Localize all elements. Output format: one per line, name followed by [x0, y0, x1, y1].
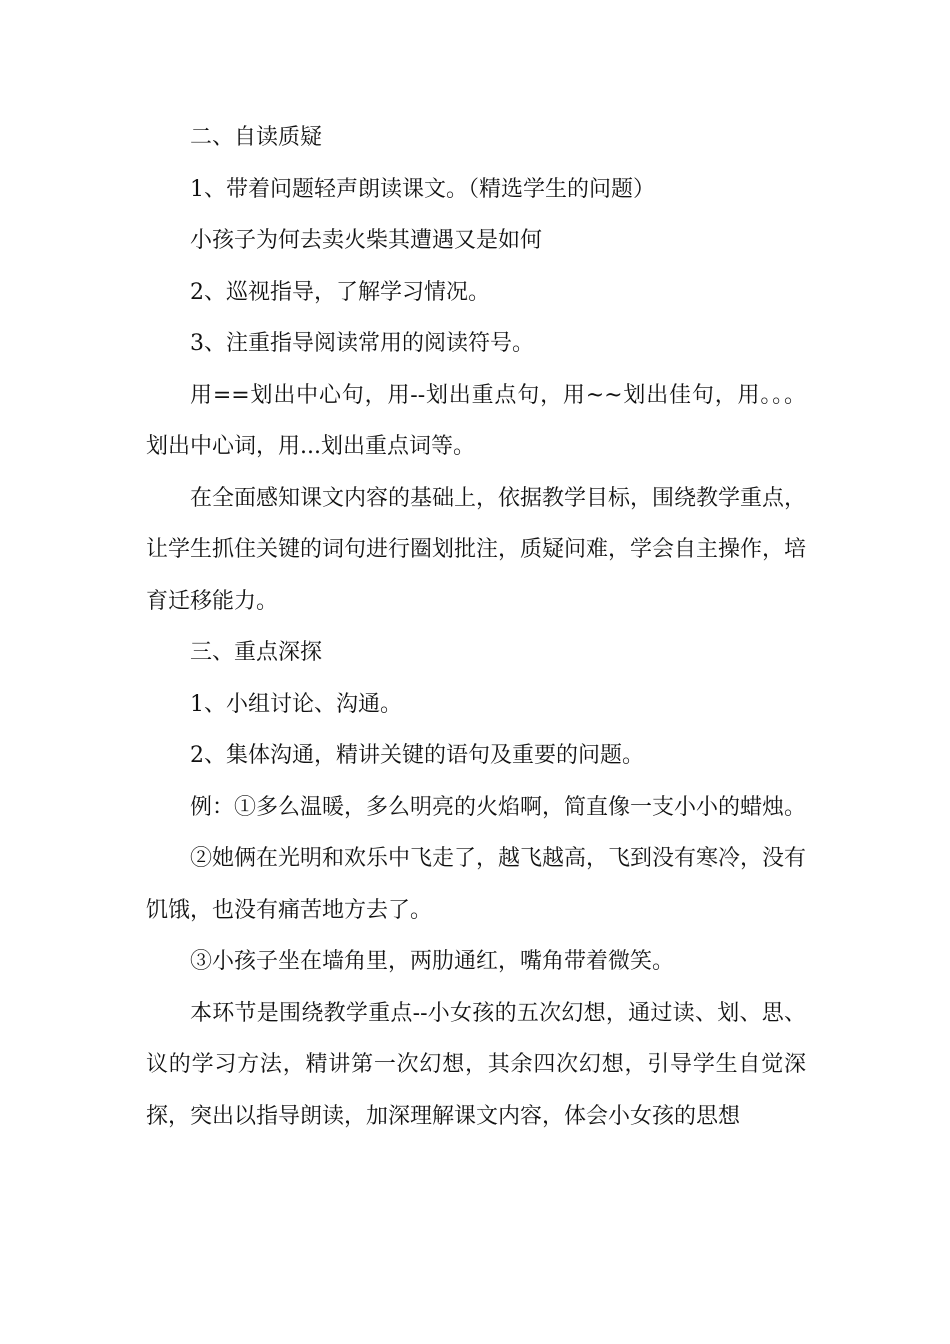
paragraph: 2、集体沟通，精讲关键的语句及重要的问题。 [190, 743, 644, 768]
paragraph: ②她俩在光明和欢乐中飞走了，越飞越高，飞到没有寒冷，没有饥饿，也没有痛苦地方去了。 [146, 846, 807, 923]
paragraph: 本环节是围绕教学重点--小女孩的五次幻想，通过读、划、思、议的学习方法，精讲第一次幻想，其余四次幻想，引导学生自觉深探，突出以指导朗读，加深理解课文内容，体会小女孩的思想 [146, 1000, 806, 1129]
paragraph: 3、注重指导阅读常用的阅读符号。 [190, 331, 534, 356]
paragraph: 1、带着问题轻声朗读课文。（精选学生的问题） [190, 176, 655, 202]
paragraph: 在全面感知课文内容的基础上，依据教学目标，围绕教学重点，让学生抓住关键的词句进行圈划批注，质疑问难，学会自主操作，培育迁移能力。 [146, 485, 807, 614]
paragraph: 1、小组讨论、沟通。 [190, 691, 402, 717]
document-body [146, 112, 806, 1142]
heading-self-reading: 二、自读质疑 [190, 125, 323, 150]
paragraph: 例：①多么温暖，多么明亮的火焰啊，简直像一支小小的蜡烛。 [190, 794, 807, 820]
heading-key-exploration: 三、重点深探 [190, 640, 323, 665]
paragraph: 2、巡视指导，了解学习情况。 [190, 279, 490, 305]
paragraph: 小孩子为何去卖火柴其遭遇又是如何 [190, 228, 543, 253]
paragraph: ③小孩子坐在墙角里，两肋通红，嘴角带着微笑。 [190, 949, 675, 974]
paragraph: 用==划出中心句，用--划出重点句，用~~划出佳句，用。。。划出中心词，用...划出重点词等。 [146, 382, 806, 459]
